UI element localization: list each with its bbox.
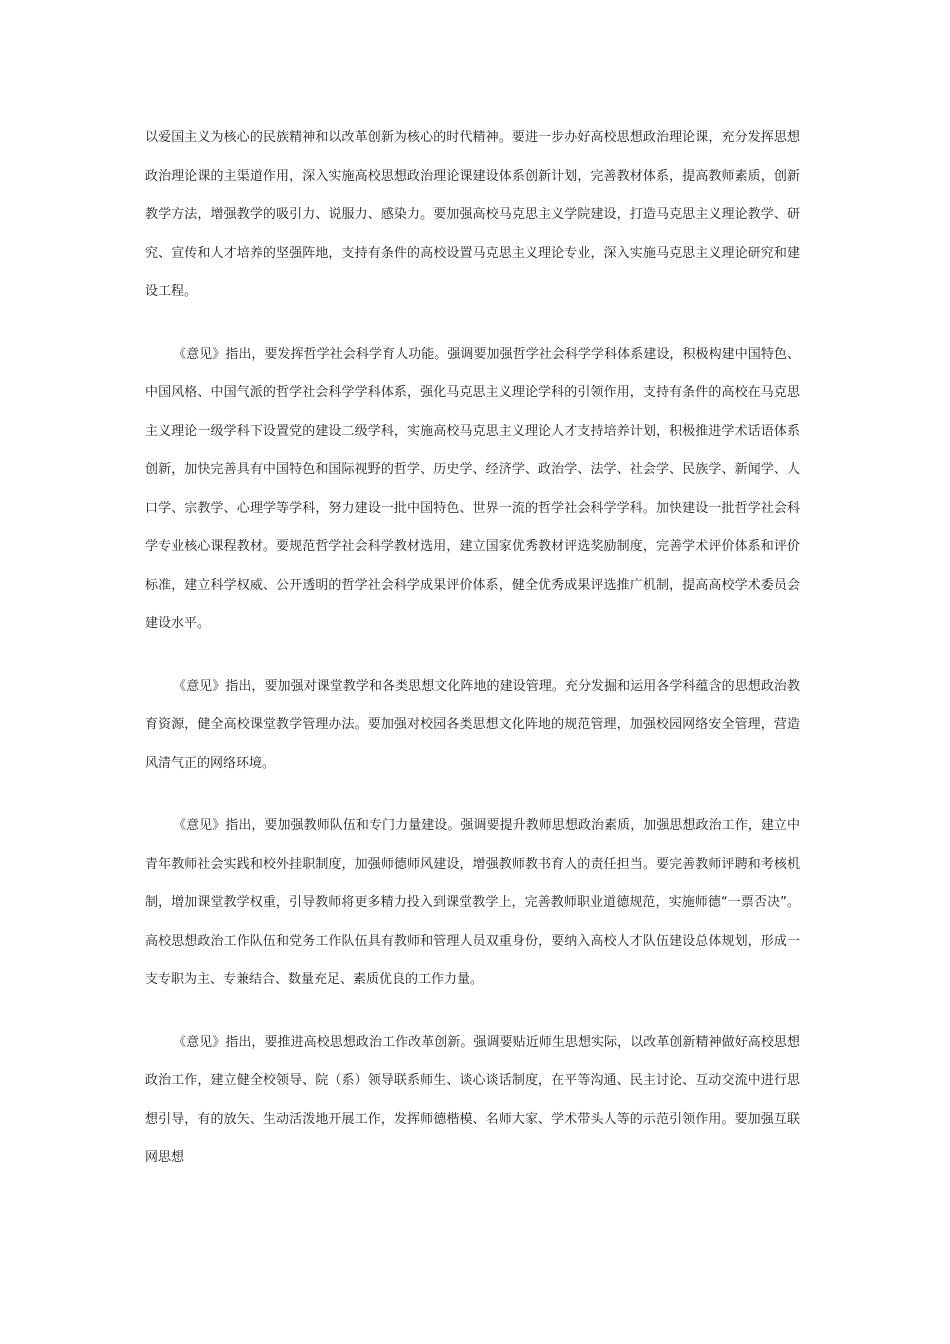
document-body — [145, 119, 800, 1202]
paragraph-2: 《意见》指出，要发挥哲学社会科学育人功能。强调要加强哲学社会科学学科体系建设，积极构建中国特色、中国风格、中国气派的哲学社会科学学科体系，强化马克思主义理论学科的引领作用，支持有条件的高校在马克思主义理论一级学科下设置党的建设二级学科，实施高校马克思主义理论人才支持培养计划，积极推进学术话语体系创新，加快完善具有中国特色和国际视野的哲学、历史学、经济学、政治学、法学、社会学、民族学、新闻学、人口学、宗教学、心理学等学科，努力建设一批中国特色、世界一流的哲学社会科学学科。加快建设一批哲学社会科学专业核心课程教材。要规范哲学社会科学教材选用，建立国家优秀教材评选奖励制度，完善学术评价体系和评价标准，建立科学权威、公开透明的哲学社会科学成果评价体系，健全优秀成果评选推广机制，提高高校学术委员会建设水平。 — [145, 346, 800, 631]
paragraph-1: 以爱国主义为核心的民族精神和以改革创新为核心的时代精神。要进一步办好高校思想政治理论课，充分发挥思想政治理论课的主渠道作用，深入实施高校思想政治理论课建设体系创新计划，完善教材体系，提高教师素质，创新教学方法，增强教学的吸引力、说服力、感染力。要加强高校马克思主义学院建设，打造马克思主义理论教学、研究、宣传和人才培养的坚强阵地，支持有条件的高校设置马克思主义理论专业，深入实施马克思主义理论研究和建设工程。 — [145, 130, 800, 299]
paragraph-5: 《意见》指出，要推进高校思想政治工作改革创新。强调要贴近师生思想实际，以改革创新精神做好高校思想政治工作，建立健全校领导、院（系）领导联系师生、谈心谈话制度，在平等沟通、民主讨论、互动交流中进行思想引导，有的放矢、生动活泼地开展工作，发挥师德楷模、名师大家、学术带头人等的示范引领作用。要加强互联网思想 — [145, 1034, 800, 1165]
paragraph-3: 《意见》指出，要加强对课堂教学和各类思想文化阵地的建设管理。充分发掘和运用各学科蕴含的思想政治教育资源，健全高校课堂教学管理办法。要加强对校园各类思想文化阵地的规范管理，加强校园网络安全管理，营造风清气正的网络环境。 — [145, 678, 800, 771]
paragraph-4: 《意见》指出，要加强教师队伍和专门力量建设。强调要提升教师思想政治素质，加强思想政治工作，建立中青年教师社会实践和校外挂职制度，加强师德师风建设，增强教师教书育人的责任担当。要完善教师评聘和考核机制，增加课堂教学权重，引导教师将更多精力投入到课堂教学上，完善教师职业道德规范，实施师德“一票否决”。高校思想政治工作队伍和党务工作队伍具有教师和管理人员双重身份，要纳入高校人才队伍建设总体规划，形成一支专职为主、专兼结合、数量充足、素质优良的工作力量。 — [145, 818, 800, 987]
